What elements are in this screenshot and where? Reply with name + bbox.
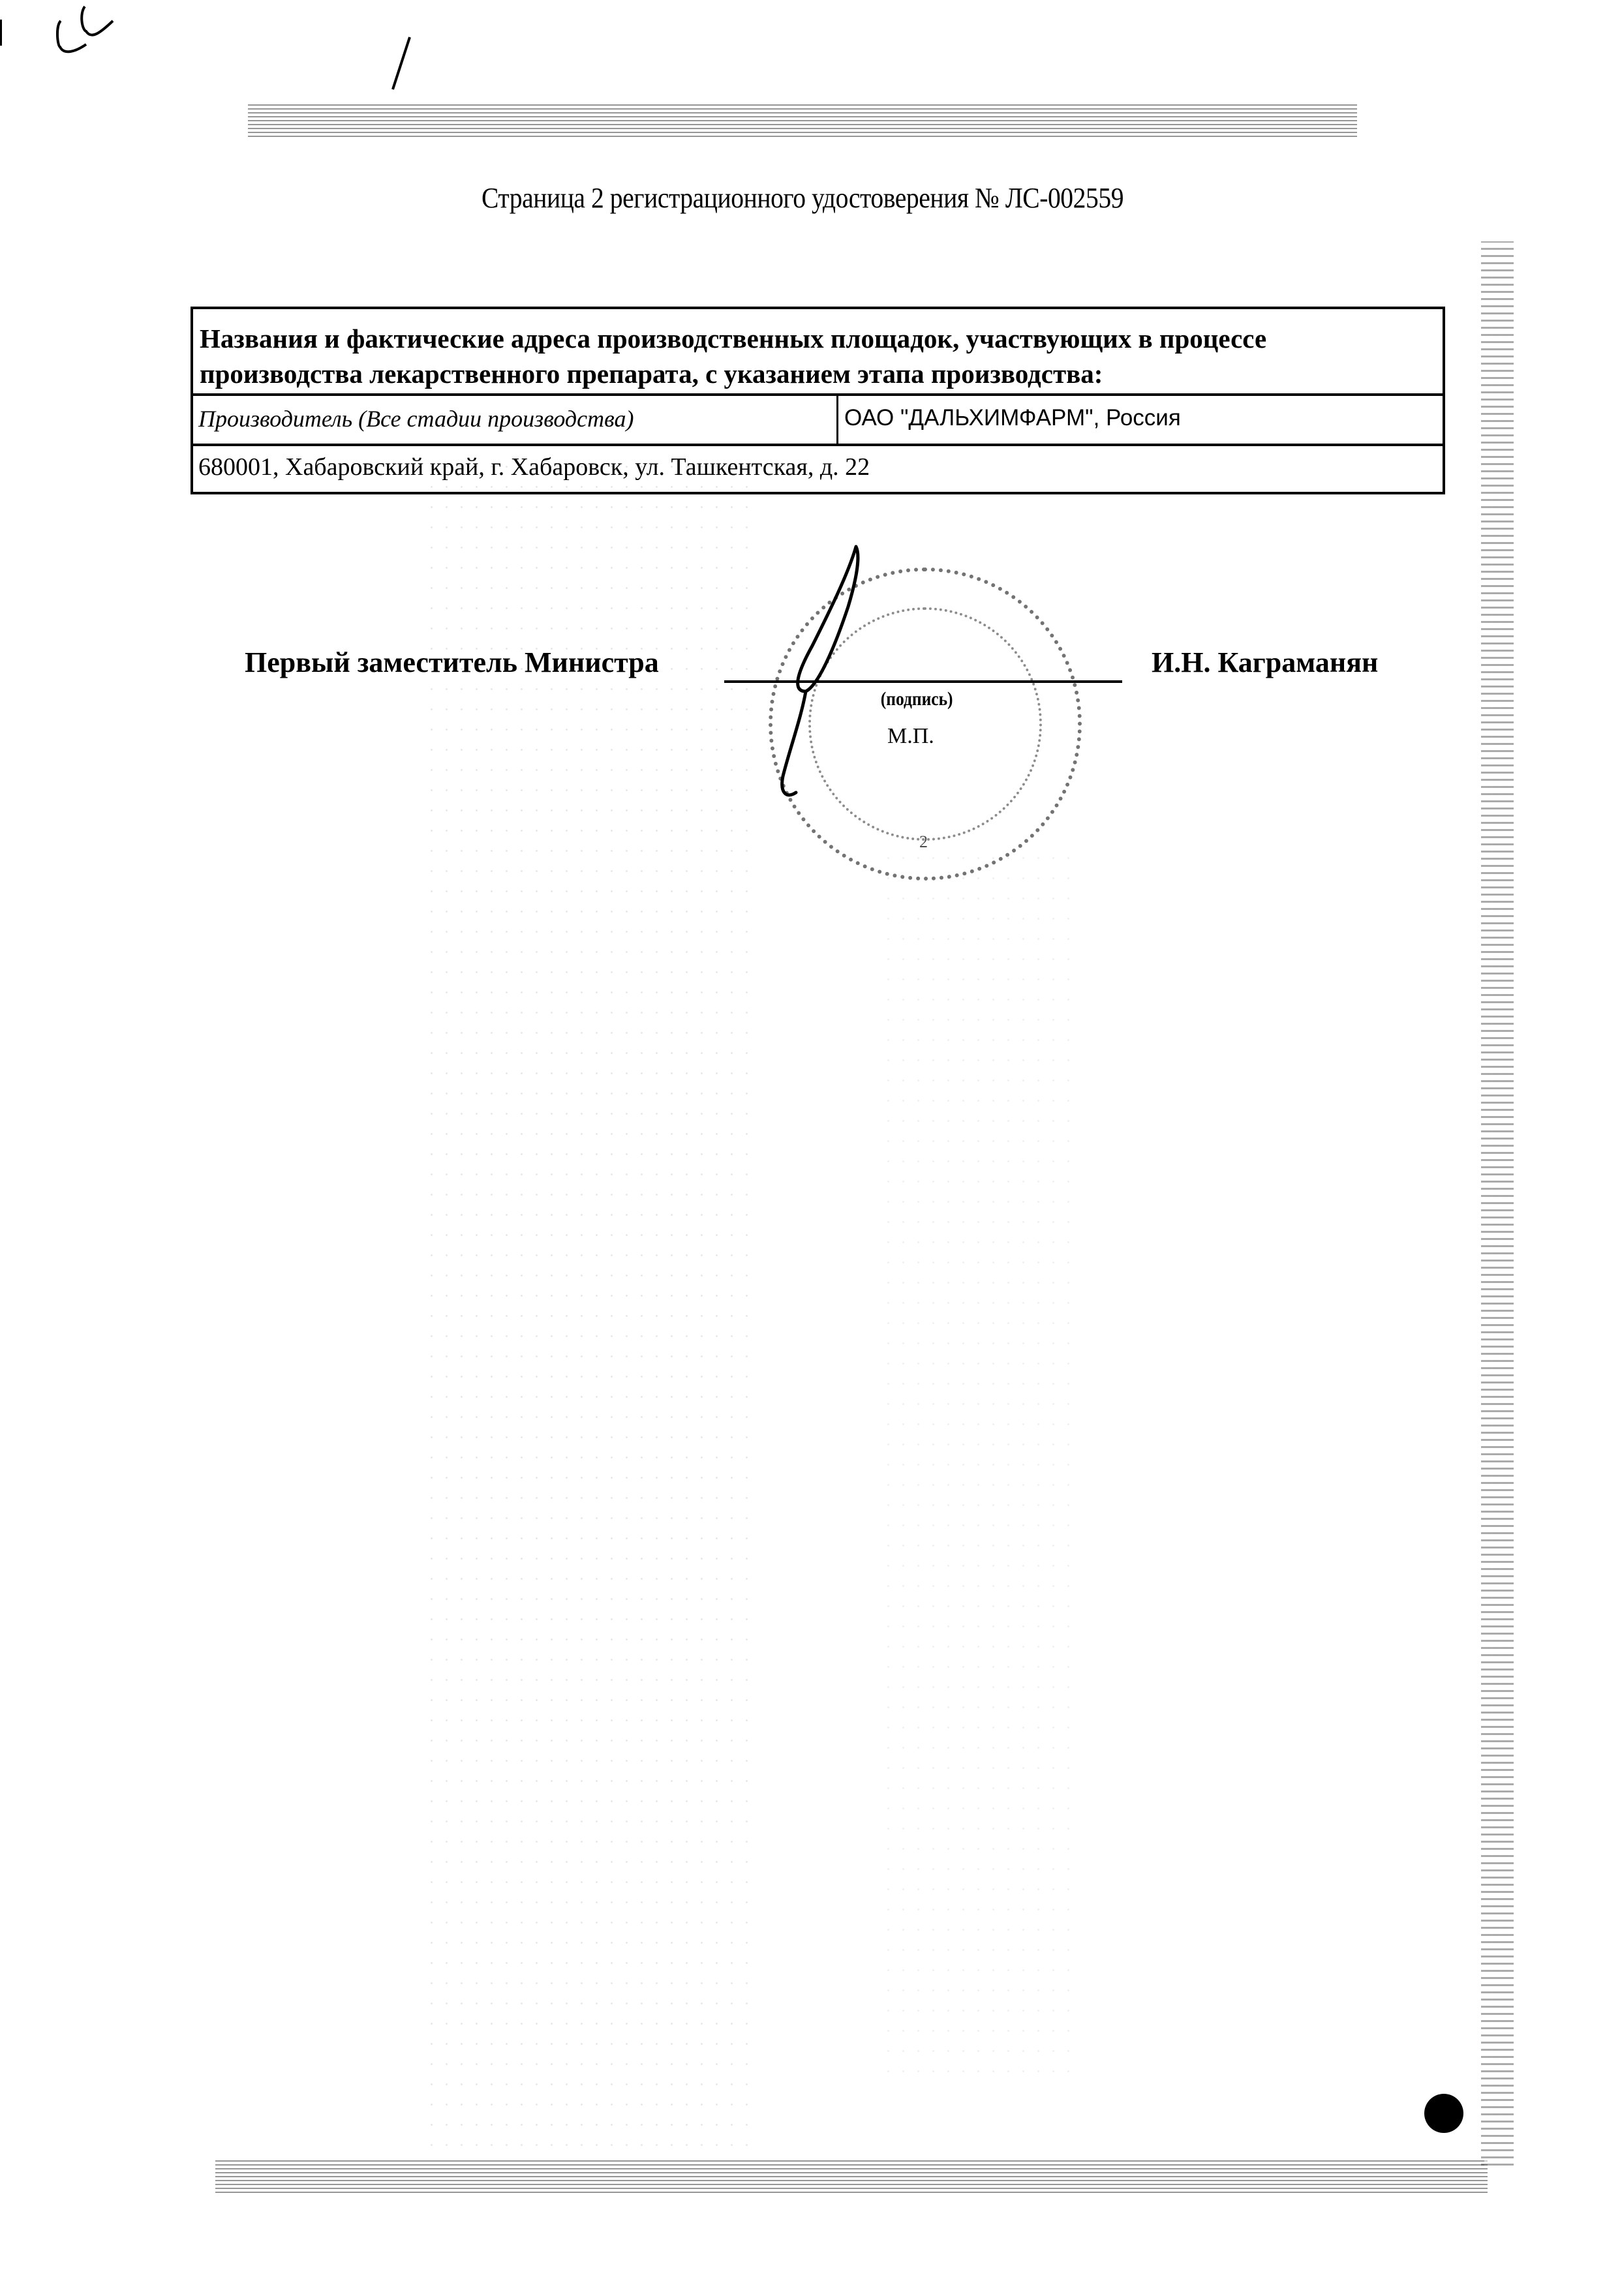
page-title: Страница 2 регистрационного удостоверения № ЛС-002559 [481, 182, 1124, 214]
black-dot-icon [1424, 2094, 1463, 2133]
producer-role-cell: Производитель (Все стадии производства) [193, 396, 838, 444]
scan-artifact-speckle [881, 848, 1077, 2087]
signer-title: Первый заместитель Министра [245, 646, 659, 678]
handwritten-mark-icon [26, 0, 130, 68]
signature-caption: (подпись) [880, 688, 953, 710]
scan-artifact-bottom-stripe [215, 2159, 1488, 2193]
producer-address-row: 680001, Хабаровский край, г. Хабаровск, ул. Ташкентская, д. 22 [198, 453, 870, 481]
production-sites-table [191, 307, 1445, 494]
seal-number: 2 [919, 832, 928, 851]
table-header: Названия и фактические адреса производственных площадок, участвующих в процессе производства лекарственного препарата, с указанием этапа производства: [193, 309, 1443, 396]
scan-artifact-speckle [424, 457, 750, 2152]
producer-company-cell: ОАО "ДАЛЬХИМФАРМ", Россия [844, 405, 1181, 430]
scan-artifact-top-stripe [248, 104, 1357, 137]
handwritten-signature-icon [757, 535, 887, 812]
signer-name: И.Н. Каграманян [1152, 646, 1379, 678]
scan-edge-mark [0, 20, 2, 46]
stamp-place-mark: М.П. [887, 724, 934, 748]
scan-artifact-right-column [1481, 241, 1514, 2166]
signature-line [724, 680, 1122, 683]
handwritten-slash-icon [385, 36, 411, 98]
table-row-producer [193, 396, 1443, 446]
